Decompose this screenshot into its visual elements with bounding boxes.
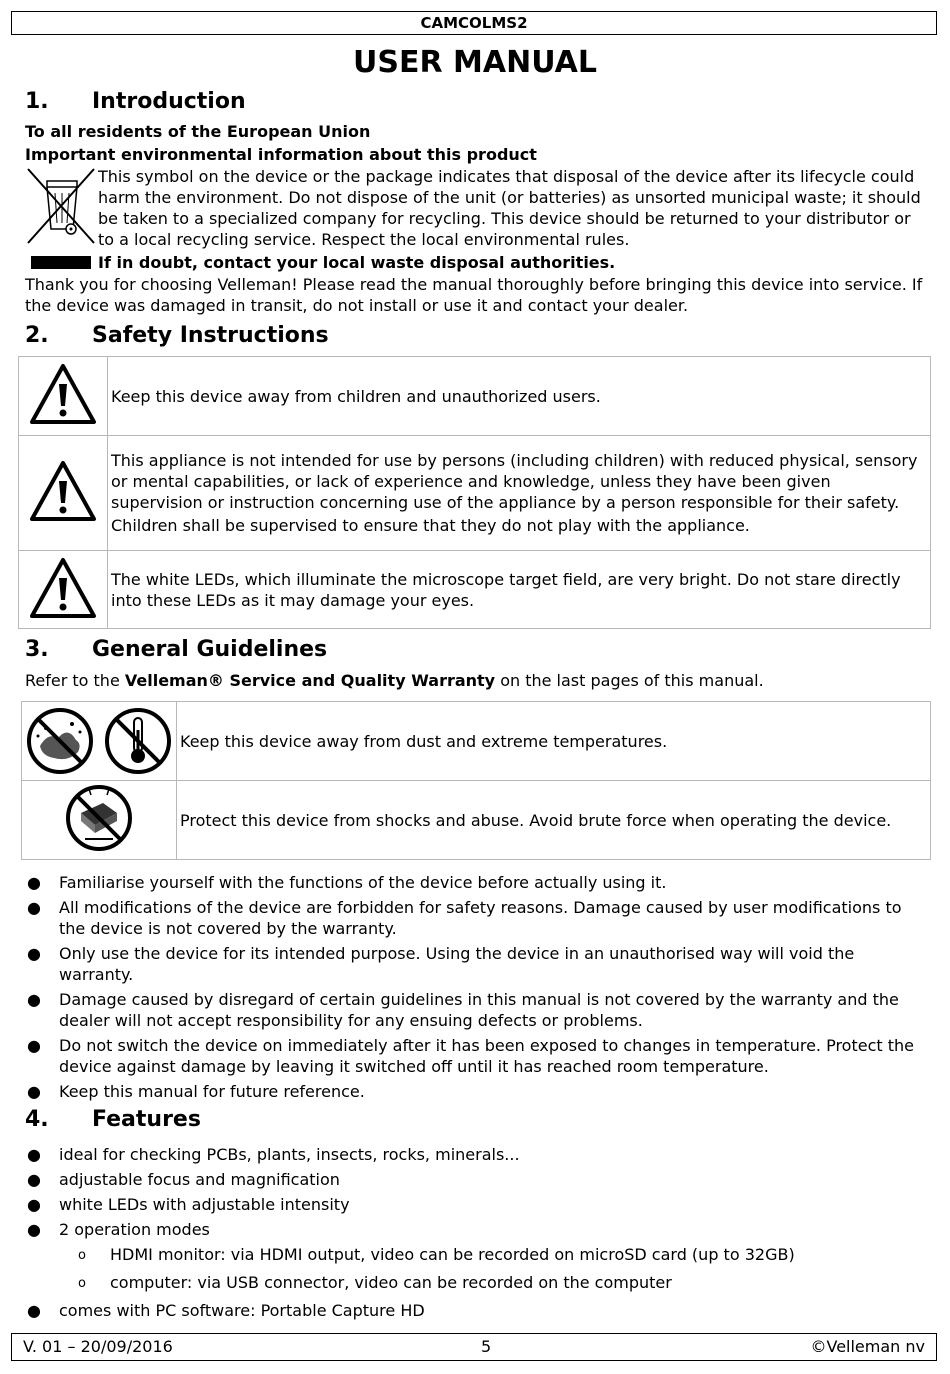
list-item-text: computer: via USB connector, video can be recorded on the computer — [110, 1273, 672, 1292]
footer-version: V. 01 – 20/09/2016 — [23, 1337, 173, 1356]
section-number: 2. — [25, 323, 49, 348]
safety-text: Keep this device away from children and unauthorized users. — [108, 357, 931, 436]
guideline-icon-cell — [22, 702, 177, 781]
guidelines-bullet-list — [25, 872, 930, 1106]
bullet-icon: ● — [27, 898, 41, 917]
section-title: Safety Instructions — [92, 323, 329, 348]
safety-icon-cell — [19, 357, 108, 436]
safety-text: The white LEDs, which illuminate the microscope target field, are very bright. Do not stare directly into these LEDs as it may damage your eyes. — [108, 551, 931, 629]
list-item — [25, 1300, 930, 1321]
list-item-text: Only use the device for its intended purpose. Using the device in an unauthorised way will void the warranty. — [59, 944, 855, 984]
bullet-icon: ● — [27, 944, 41, 963]
no-shock-icon — [63, 783, 135, 853]
list-item — [25, 872, 930, 893]
list-item-text: comes with PC software: Portable Capture HD — [59, 1301, 425, 1320]
guideline-row — [22, 702, 931, 781]
section-title: General Guidelines — [92, 637, 328, 662]
list-item-text: Damage caused by disregard of certain guidelines in this manual is not covered by the warranty and the dealer will not accept responsibility for any ensuing defects or problems. — [59, 990, 899, 1030]
crossed-out-wheelie-bin-icon — [25, 167, 97, 245]
weee-notice-text: This symbol on the device or the package indicates that disposal of the device after its lifecycle could harm the environment. Do not dispose of the unit (or batteries) as unsorted municipal waste; it should be taken to a specialized company for recycling. This device should be returned to your distributor or to a local recycling service. Respect the local environmental rules. — [98, 167, 921, 249]
list-item — [59, 1244, 930, 1265]
list-item — [25, 1169, 930, 1190]
section-title: Introduction — [92, 89, 246, 114]
bullet-icon: ● — [27, 1301, 41, 1320]
document-header-model: CAMCOLMS2 — [11, 11, 937, 35]
thank-you-paragraph: Thank you for choosing Velleman! Please read the manual thoroughly before bringing this device into service. If the device was damaged in transit, do not install or use it and contact your dealer. — [25, 275, 923, 315]
bullet-icon: ● — [27, 1220, 41, 1239]
sub-bullet-icon: o — [78, 1248, 86, 1263]
bullet-icon: ● — [27, 1170, 41, 1189]
section-features-heading — [25, 1106, 201, 1134]
no-dust-icon — [24, 706, 96, 776]
warranty-reference — [25, 670, 930, 691]
no-extreme-temperature-icon — [102, 706, 174, 776]
bullet-icon: ● — [27, 1195, 41, 1214]
safety-icon-cell — [19, 551, 108, 629]
list-item — [25, 1144, 930, 1165]
list-item-text: Keep this manual for future reference. — [59, 1082, 365, 1101]
eu-residents-line: To all residents of the European Union — [25, 122, 371, 141]
safety-row — [19, 436, 931, 551]
guidelines-table — [21, 701, 931, 860]
list-item-text: adjustable focus and magnification — [59, 1170, 340, 1189]
warning-triangle-icon — [28, 362, 98, 426]
safety-row — [19, 551, 931, 629]
safety-icon-cell — [19, 436, 108, 551]
bullet-icon: ● — [27, 990, 41, 1009]
section-number: 3. — [25, 637, 49, 662]
warranty-reference-prefix: Refer to the — [25, 671, 125, 690]
bullet-icon: ● — [27, 873, 41, 892]
list-item — [25, 1035, 930, 1077]
list-item-text: ideal for checking PCBs, plants, insects, rocks, minerals... — [59, 1145, 520, 1164]
list-item-text: Do not switch the device on immediately after it has been exposed to changes in temperature. Protect the device against damage by leaving it switched off until it has reached room temperature. — [59, 1036, 914, 1076]
disposal-authorities-line: If in doubt, contact your local waste disposal authorities. — [98, 253, 616, 272]
warning-triangle-icon — [28, 459, 98, 523]
list-item — [25, 989, 930, 1031]
warning-triangle-icon — [28, 556, 98, 620]
list-item-text: HDMI monitor: via HDMI output, video can be recorded on microSD card (up to 32GB) — [110, 1245, 795, 1264]
list-item — [25, 1081, 930, 1102]
sub-bullet-icon: o — [78, 1276, 86, 1291]
list-item — [25, 1194, 930, 1215]
footer-copyright: ©Velleman nv — [810, 1337, 925, 1356]
section-safety-heading — [25, 322, 329, 350]
list-item-text: All modifications of the device are forbidden for safety reasons. Damage caused by user modifications to the device is not covered by the warranty. — [59, 898, 902, 938]
guideline-row — [22, 781, 931, 860]
list-item-text: Familiarise yourself with the functions of the device before actually using it. — [59, 873, 667, 892]
safety-text: This appliance is not intended for use by persons (including children) with reduced physical, sensory or mental capabilities, or lack of experience and knowledge, unless they have been given supervision or instruction concerning use of the appliance by a person responsible for their safety. — [111, 451, 918, 512]
page-title: USER MANUAL — [353, 45, 597, 80]
safety-row — [19, 357, 931, 436]
safety-text-cell — [108, 436, 931, 551]
safety-instructions-table — [18, 356, 931, 629]
guideline-text: Keep this device away from dust and extreme temperatures. — [177, 702, 931, 781]
guideline-text: Protect this device from shocks and abuse. Avoid brute force when operating the device. — [177, 781, 931, 860]
list-item-text: 2 operation modes — [59, 1220, 210, 1239]
bullet-icon: ● — [27, 1036, 41, 1055]
section-number: 4. — [25, 1107, 49, 1132]
operation-modes-list — [59, 1244, 930, 1293]
list-item-text: white LEDs with adjustable intensity — [59, 1195, 350, 1214]
bullet-icon: ● — [27, 1082, 41, 1101]
safety-text-children: Children shall be supervised to ensure that they do not play with the appliance. — [111, 516, 750, 535]
page-footer — [11, 1333, 937, 1361]
list-item — [25, 897, 930, 939]
environment-heading: Important environmental information about this product — [25, 145, 537, 164]
warranty-reference-suffix: on the last pages of this manual. — [495, 671, 764, 690]
section-introduction-heading — [25, 88, 246, 116]
section-guidelines-heading — [25, 636, 327, 664]
section-title: Features — [92, 1107, 201, 1132]
bullet-icon: ● — [27, 1145, 41, 1164]
list-item — [25, 943, 930, 985]
section-number: 1. — [25, 89, 49, 114]
guideline-icon-cell — [22, 781, 177, 860]
footer-page-number: 5 — [481, 1337, 492, 1356]
list-item — [25, 1219, 930, 1293]
warranty-reference-title: Velleman® Service and Quality Warranty — [124, 671, 496, 690]
list-item — [59, 1272, 930, 1293]
features-bullet-list — [25, 1144, 930, 1325]
weee-black-bar — [31, 256, 91, 269]
